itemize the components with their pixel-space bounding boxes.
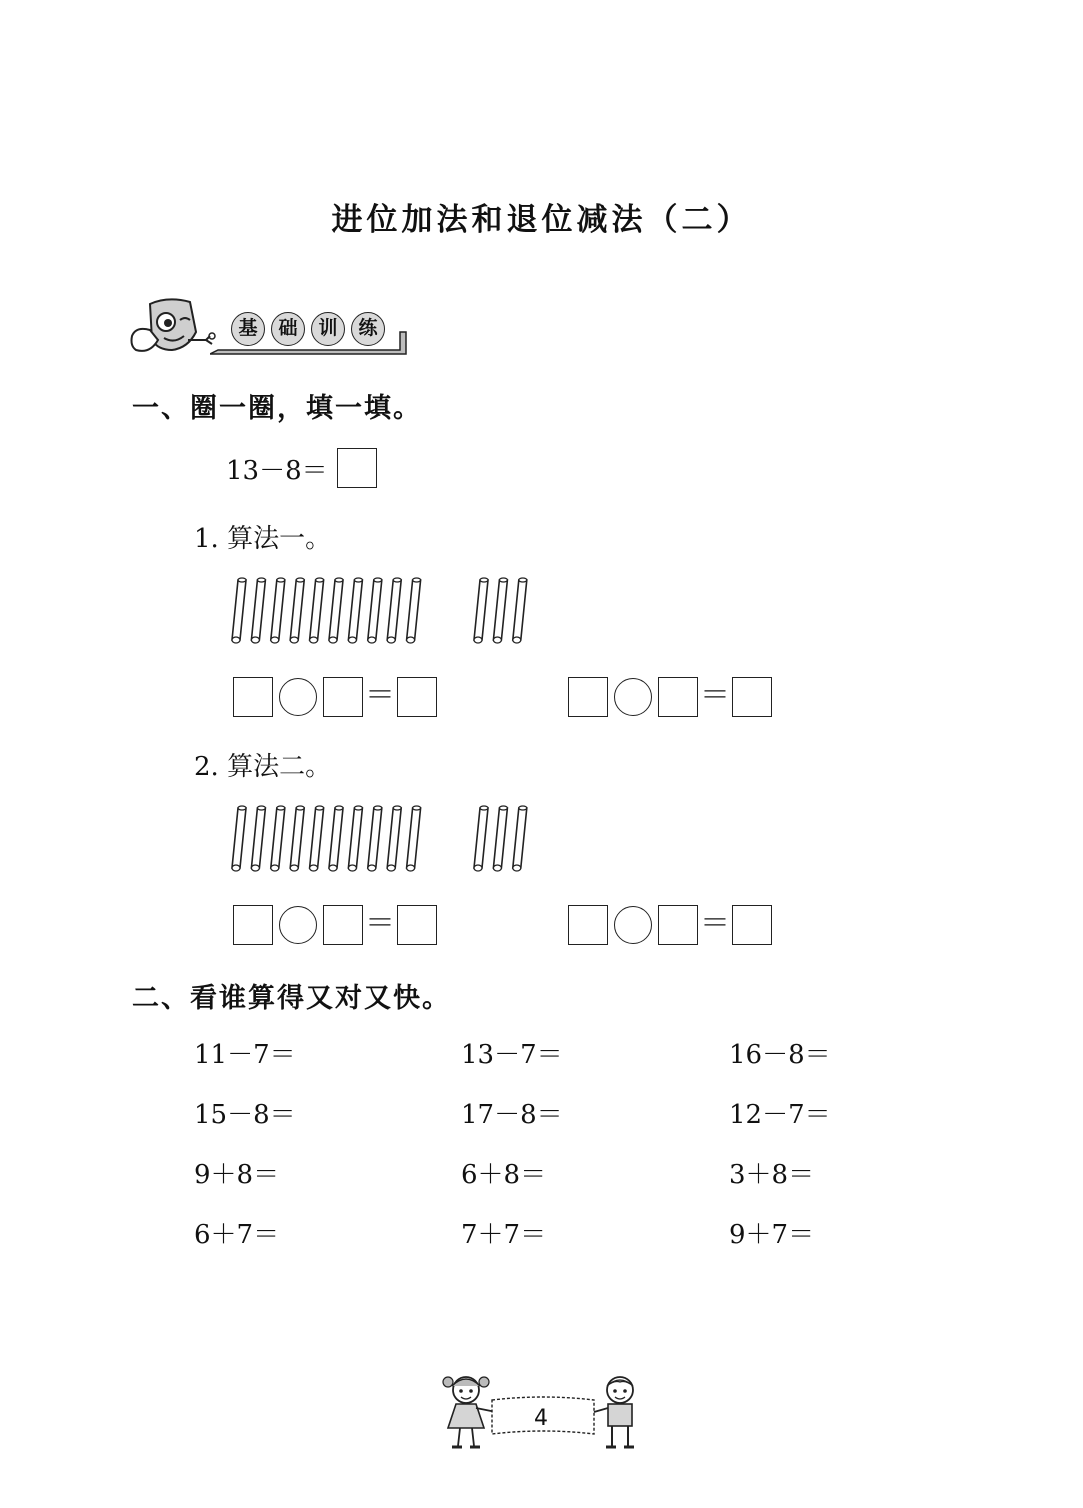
sticks-group-ten-1 xyxy=(228,576,428,648)
section1-heading: 一、圈一圈，填一填。 xyxy=(132,393,422,424)
counting-stick xyxy=(493,806,507,871)
blank-box[interactable] xyxy=(732,677,772,717)
banner-char-1: 基 xyxy=(231,312,265,346)
section-banner xyxy=(128,296,413,366)
blank-box[interactable] xyxy=(397,905,437,945)
blank-box[interactable] xyxy=(658,905,698,945)
problem-expression: 13－8＝ xyxy=(226,456,328,486)
counting-stick xyxy=(474,806,488,871)
blank-box[interactable] xyxy=(732,905,772,945)
counting-stick xyxy=(271,806,285,871)
exercise-item: 12－7＝ xyxy=(729,1100,831,1130)
banner-char-2: 础 xyxy=(271,312,305,346)
exercise-item: 13－7＝ xyxy=(461,1040,563,1070)
sticks-group-three-2 xyxy=(470,804,540,876)
operator-circle[interactable] xyxy=(279,906,317,944)
counting-stick xyxy=(513,578,527,643)
equals-sign: ＝ xyxy=(700,678,730,713)
counting-stick xyxy=(493,578,507,643)
sticks-group-ten-2 xyxy=(228,804,428,876)
sticks-group-three-1 xyxy=(470,576,540,648)
counting-stick xyxy=(271,578,285,643)
counting-stick xyxy=(329,578,343,643)
boy-icon xyxy=(592,1372,644,1452)
blank-box[interactable] xyxy=(658,677,698,717)
equals-sign: ＝ xyxy=(700,906,730,941)
counting-stick xyxy=(251,806,265,871)
counting-stick xyxy=(329,806,343,871)
counting-stick xyxy=(387,806,401,871)
counting-stick xyxy=(232,806,246,871)
banner-char-3: 训 xyxy=(311,312,345,346)
page-number: 4 xyxy=(534,1406,548,1431)
counting-stick xyxy=(407,806,421,871)
page-footer xyxy=(436,1372,646,1452)
operator-circle[interactable] xyxy=(614,906,652,944)
blank-box[interactable] xyxy=(568,677,608,717)
equation-template-1b xyxy=(568,677,778,719)
exercise-item: 15－8＝ xyxy=(194,1100,296,1130)
equation-template-2a xyxy=(233,905,443,947)
answer-box[interactable] xyxy=(337,448,377,488)
method1-label: 1. 算法一。 xyxy=(194,524,332,554)
counting-stick xyxy=(290,806,304,871)
blank-box[interactable] xyxy=(323,677,363,717)
banner-char-4: 练 xyxy=(351,312,385,346)
blank-box[interactable] xyxy=(233,677,273,717)
equals-sign: ＝ xyxy=(365,906,395,941)
exercise-item: 3＋8＝ xyxy=(729,1160,815,1190)
mascot-icon xyxy=(128,296,223,366)
blank-box[interactable] xyxy=(323,905,363,945)
exercise-item: 9＋8＝ xyxy=(194,1160,280,1190)
blank-box[interactable] xyxy=(233,905,273,945)
exercise-item: 11－7＝ xyxy=(194,1040,296,1070)
blank-box[interactable] xyxy=(568,905,608,945)
blank-box[interactable] xyxy=(397,677,437,717)
counting-stick xyxy=(348,806,362,871)
exercise-item: 6＋8＝ xyxy=(461,1160,547,1190)
operator-circle[interactable] xyxy=(614,678,652,716)
equation-template-2b xyxy=(568,905,778,947)
equation-template-1a xyxy=(233,677,443,719)
counting-stick xyxy=(407,578,421,643)
exercise-item: 16－8＝ xyxy=(729,1040,831,1070)
counting-stick xyxy=(387,578,401,643)
operator-circle[interactable] xyxy=(279,678,317,716)
counting-stick xyxy=(348,578,362,643)
equals-sign: ＝ xyxy=(365,678,395,713)
counting-stick xyxy=(310,806,324,871)
method2-label: 2. 算法二。 xyxy=(194,752,332,782)
exercise-item: 7＋7＝ xyxy=(461,1220,547,1250)
counting-stick xyxy=(474,578,488,643)
exercise-item: 17－8＝ xyxy=(461,1100,563,1130)
counting-stick xyxy=(368,578,382,643)
page-title: 进位加法和退位减法（二） xyxy=(331,202,752,238)
counting-stick xyxy=(290,578,304,643)
exercise-item: 9＋7＝ xyxy=(729,1220,815,1250)
section2-heading: 二、看谁算得又对又快。 xyxy=(132,983,451,1014)
counting-stick xyxy=(310,578,324,643)
exercise-item: 6＋7＝ xyxy=(194,1220,280,1250)
counting-stick xyxy=(368,806,382,871)
counting-stick xyxy=(232,578,246,643)
counting-stick xyxy=(513,806,527,871)
counting-stick xyxy=(251,578,265,643)
